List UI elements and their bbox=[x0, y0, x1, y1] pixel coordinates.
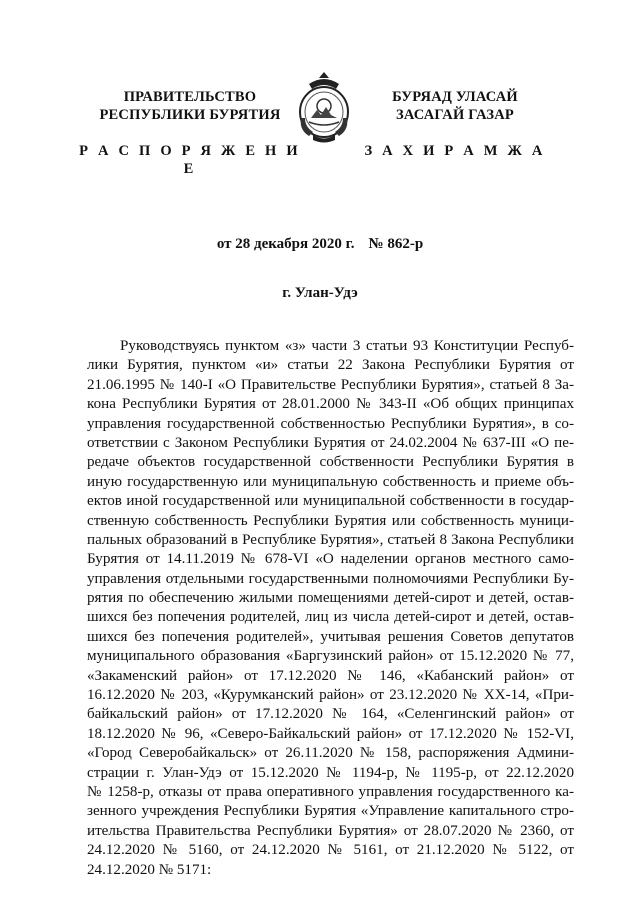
body-line: муниципального образования «Баргузинский район» от 15.12.2020 № 77, bbox=[87, 648, 574, 665]
body-line: байкальский район» от 17.12.2020 № 164, «Селенгинский район» от bbox=[87, 706, 574, 723]
body-line: «Закаменский район» от 17.12.2020 № 146, «Кабанский район» от bbox=[87, 667, 574, 684]
body-line: 18.12.2020 № 96, «Северо-Байкальский район» от 17.12.2020 № 152-VI, bbox=[87, 725, 574, 742]
body-line: ительства Правительства Республики Бурятия» от 28.07.2020 № 2360, от bbox=[87, 822, 574, 839]
document-date-number bbox=[0, 236, 640, 253]
body-line: Руководствуясь пунктом «з» части 3 статьи 93 Конституции Респуб- bbox=[120, 338, 574, 354]
body-line: 16.12.2020 № 203, «Курумканский район» от 23.12.2020 № XX-14, «При- bbox=[87, 687, 574, 704]
body-line: 24.12.2020 № 5160, от 24.12.2020 № 5161, от 21.12.2020 № 5122, от bbox=[87, 842, 574, 859]
body-line: № 1258-р, отказы от права оперативного управления государственного ка- bbox=[87, 783, 574, 800]
doc-type-ru: Р А С П О Р Я Ж Е Н И Е bbox=[79, 143, 301, 177]
body-line: 21.06.1995 № 140-I «О Правительстве Республики Бурятия», статьей 8 За- bbox=[87, 376, 574, 393]
government-name-ru-line1: ПРАВИТЕЛЬСТВО bbox=[123, 89, 257, 105]
body-line: ственную собственность Республики Бурятия или собственность муници- bbox=[87, 512, 574, 529]
body-line: ектов иной государственной или муниципальной собственности в государ- bbox=[87, 493, 574, 510]
body-line: управления государственной собственностью Республики Бурятия», в со- bbox=[87, 415, 574, 432]
document-body bbox=[87, 337, 574, 880]
header-right-block bbox=[350, 88, 560, 160]
body-line: рятия по обеспечению жилыми помещениями детей-сирот и детей, остав- bbox=[87, 590, 574, 607]
body-line: зенного учреждения Республики Бурятия «Управление капитального стро- bbox=[87, 803, 574, 820]
body-line: редаче объектов государственной собственности Республики Бурятия в bbox=[87, 454, 574, 471]
government-name-bua-line2: ЗАСАГАЙ ГАЗАР bbox=[396, 107, 514, 123]
body-line: ответствии с Законом Республики Бурятия от 24.02.2004 № 637-III «О пе- bbox=[87, 434, 574, 451]
body-line: шихся без попечения родителей, лиц из числа детей-сирот и детей, остав- bbox=[87, 609, 574, 626]
government-name-bua-line1: БУРЯАД УЛАСАЙ bbox=[392, 89, 518, 105]
body-line: 24.12.2020 № 5171: bbox=[87, 861, 212, 878]
doc-type-bua: З А Х И Р А М Ж А bbox=[364, 143, 546, 159]
coat-of-arms-emblem-icon bbox=[295, 72, 353, 144]
document-date: от 28 декабря 2020 г. bbox=[216, 236, 355, 252]
body-line: управления отдельными государственными полномочиями Республики Бу- bbox=[87, 570, 574, 587]
body-line: страции г. Улан-Удэ от 15.12.2020 № 1194-р, № 1195-р, от 22.12.2020 bbox=[87, 764, 574, 781]
body-line: пальных образований в Республике Бурятия», статьей 8 Закона Республики bbox=[87, 531, 574, 548]
body-line: лики Бурятия, пунктом «и» статьи 22 Закона Республики Бурятия от bbox=[87, 357, 574, 374]
body-line: Бурятия от 14.11.2019 № 678-VI «О наделении органов местного само- bbox=[87, 551, 574, 568]
body-line: шихся без попечения родителей», учитывая решения Советов депутатов bbox=[87, 628, 574, 645]
document-number: № 862-р bbox=[368, 236, 424, 252]
government-name-ru-line2: РЕСПУБЛИКИ БУРЯТИЯ bbox=[99, 107, 281, 123]
body-line: «Город Северобайкальск» от 26.11.2020 № 158, распоряжения Админи- bbox=[87, 745, 574, 762]
document-city: г. Улан-Удэ bbox=[282, 285, 358, 301]
header-left-block bbox=[70, 88, 310, 178]
body-line: кона Республики Бурятия от 28.01.2000 № 343-II «Об общих принципах bbox=[87, 396, 574, 413]
body-line: иную государственную или муниципальную собственность и приеме объ- bbox=[87, 473, 574, 490]
